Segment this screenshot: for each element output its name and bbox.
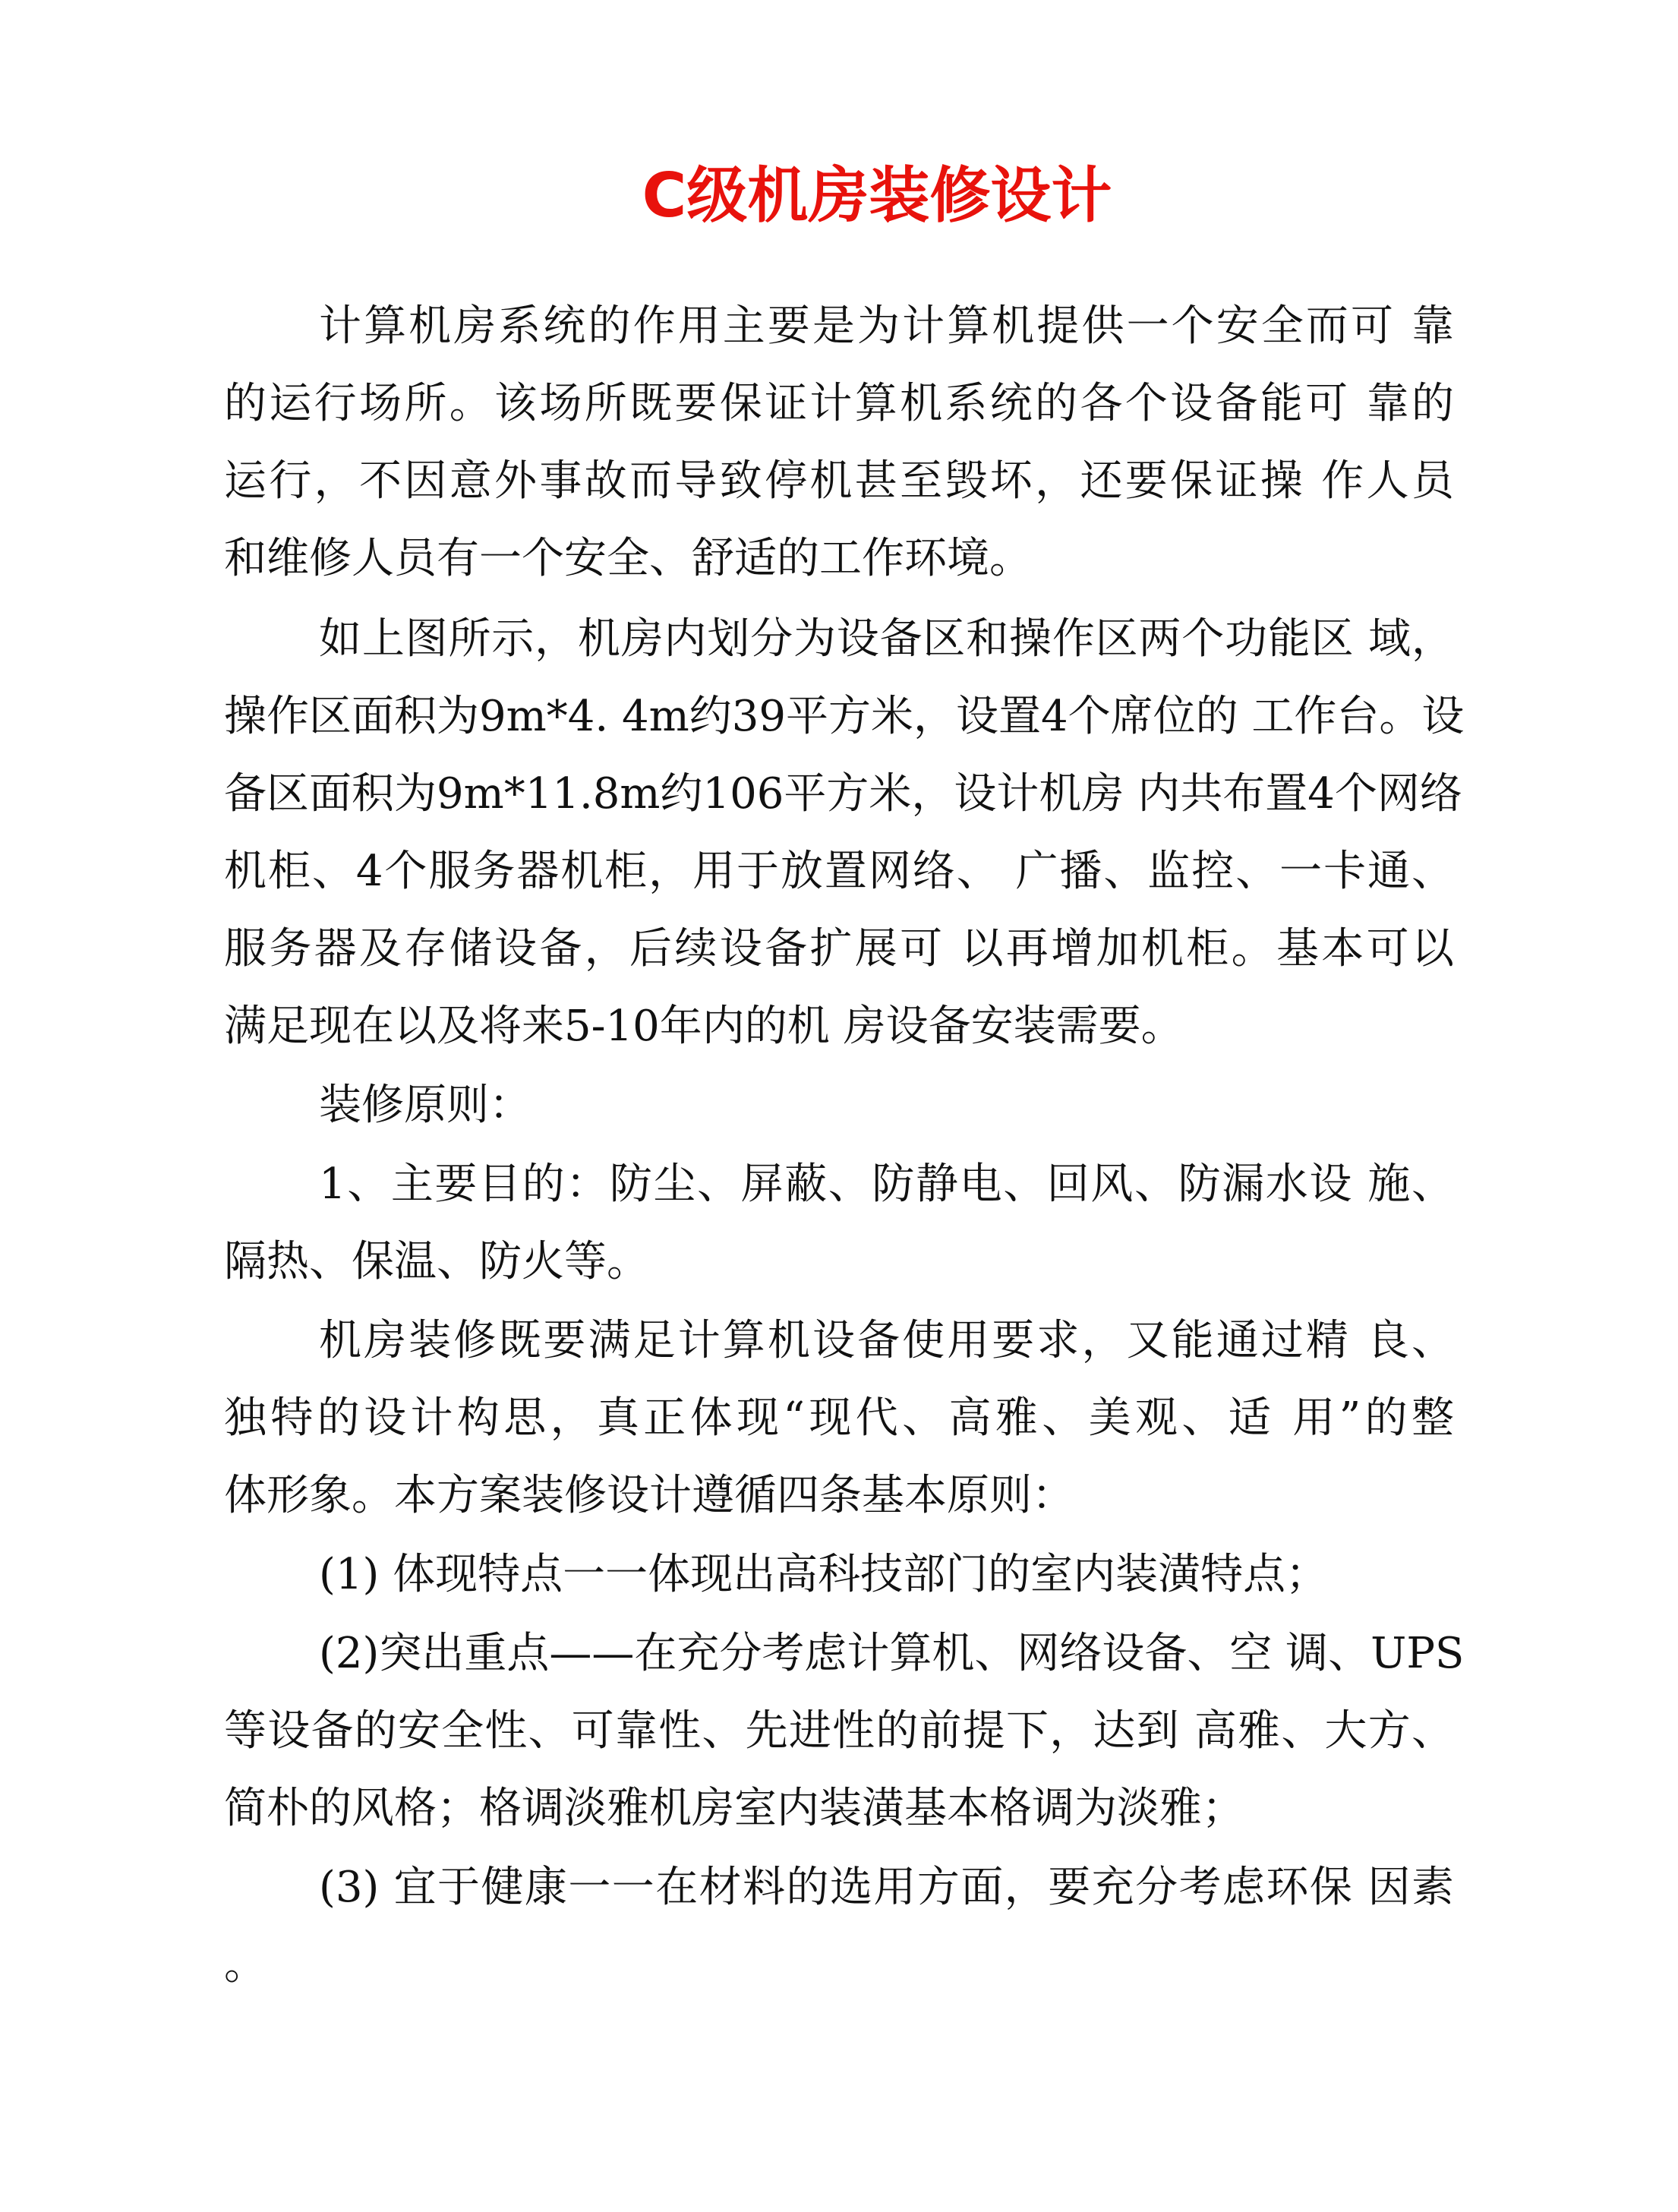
page-title: C级机房装修设计 xyxy=(642,160,1112,231)
paragraph-line: 体形象。本方案装修设计遵循四条基本原则： xyxy=(224,1471,1074,1520)
section-heading: 装修原则： xyxy=(319,1081,531,1130)
principle-item: (3) 宜于健康一一在材料的选用方面，要充分考虑环保 因素 xyxy=(319,1863,1454,1912)
paragraph-line: 机柜、4个服务器机柜，用于放置网络、 广播、监控、一卡通、 xyxy=(224,847,1454,896)
paragraph-line: 隔热、保温、防火等。 xyxy=(224,1237,649,1286)
paragraph-line: 操作区面积为9m*4. 4m约39平方米，设置4个席位的 工作台。设 xyxy=(224,692,1465,741)
paragraph-line: 1、主要目的：防尘、屏蔽、防静电、回风、防漏水设 施、 xyxy=(319,1160,1454,1209)
paragraph-line: 简朴的风格；格调淡雅机房室内装潢基本格调为淡雅； xyxy=(224,1784,1244,1833)
paragraph-line: 运行，不因意外事故而导致停机甚至毁坏，还要保证操 作人员 xyxy=(224,456,1454,506)
paragraph-line: 备区面积为9m*11.8m约106平方米，设计机房 内共布置4个网络 xyxy=(224,769,1462,819)
paragraph-line: 如上图所示，机房内划分为设备区和操作区两个功能区 域， xyxy=(319,614,1454,664)
paragraph-line: 和维修人员有一个安全、舒适的工作环境。 xyxy=(224,534,1032,583)
paragraph-line: 。 xyxy=(224,1940,267,1990)
principle-item: (2)突出重点——在充分考虑计算机、网络设备、空 调、UPS xyxy=(319,1629,1465,1678)
paragraph-line: 满足现在以及将来5-10年内的机 房设备安装需要。 xyxy=(224,1002,1184,1051)
paragraph-line: 服务器及存储设备，后续设备扩展可 以再增加机柜。基本可以 xyxy=(224,924,1454,973)
paragraph-line: 独特的设计构思，真正体现“现代、高雅、美观、适 用”的整 xyxy=(224,1393,1454,1443)
paragraph-line: 的运行场所。该场所既要保证计算机系统的各个设备能可 靠的 xyxy=(224,379,1454,428)
paragraph-line: 计算机房系统的作用主要是为计算机提供一个安全而可 靠 xyxy=(319,301,1454,351)
paragraph-line: 机房装修既要满足计算机设备使用要求，又能通过精 良、 xyxy=(319,1316,1454,1365)
principle-item: (1) 体现特点一一体现出高科技部门的室内装潢特点； xyxy=(319,1550,1329,1599)
paragraph-line: 等设备的安全性、可靠性、先进性的前提下，达到 高雅、大方、 xyxy=(224,1706,1454,1756)
